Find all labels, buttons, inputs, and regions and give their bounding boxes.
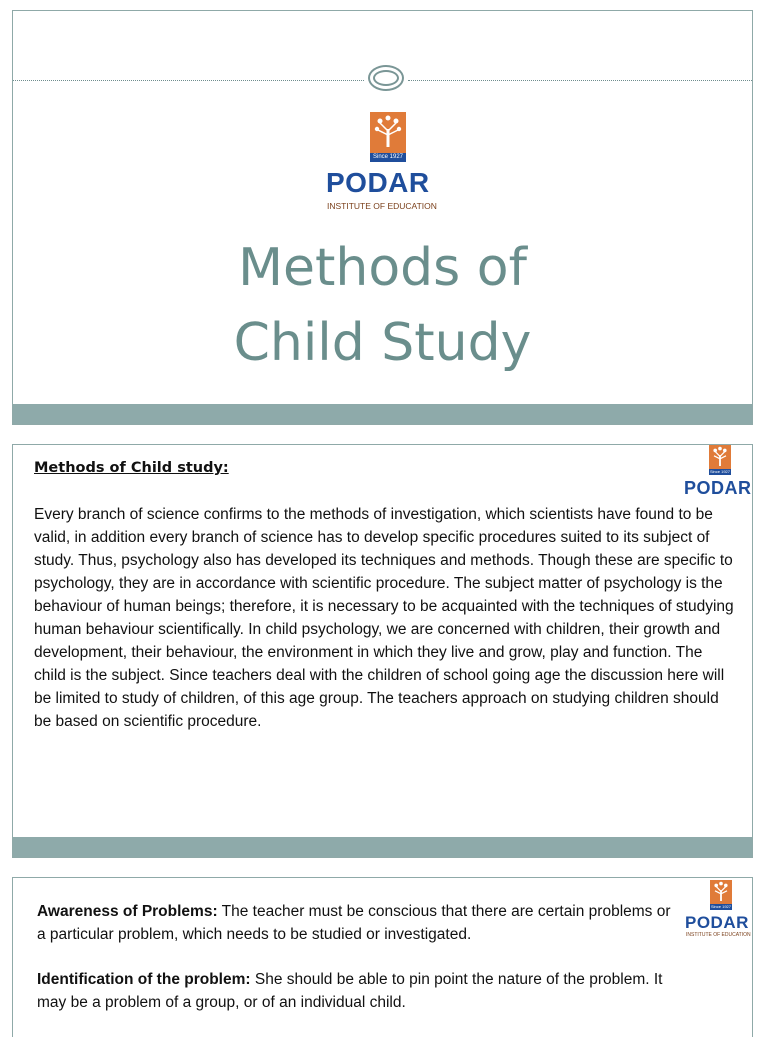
- paragraph-awareness: [37, 900, 677, 946]
- decorative-rule-left: [13, 80, 364, 81]
- term-label: Awareness of Problems:: [37, 903, 218, 920]
- logo-since: Since 1927: [370, 153, 406, 162]
- podar-logo-mark: [370, 112, 406, 162]
- title-slide: [12, 10, 753, 425]
- term-description: She should be able to pin point the nature of the problem. It may be a problem of a group, or of an individual child.: [37, 971, 663, 1011]
- accent-bar: [13, 404, 752, 424]
- slide-title-line-2: Child Study: [233, 313, 532, 373]
- body-paragraph: Every branch of science confirms to the methods of investigation, which scientists have found to be valid, in addition every branch of science has to develop specific procedures suited to its subject of study. Thus, psychology also has developed its techniques and methods. Though these are specific to psychology, they are in accordance with scientific procedure. The subject matter of psychology is the behaviour of human beings; therefore, it is necessary to be acquainted with the techniques of studying human behaviour scientifically. In child psychology, we are concerned with children, their growth and development, their behaviour, the environment in which they live and grow, play and function. The child is the subject. Since teachers deal with the children of school going age the discussion here will be limited to study of children, of this age group. The teachers approach on studying children should be based on scientific procedure.: [34, 506, 734, 730]
- logo-since: Since 1927: [710, 904, 731, 909]
- content-slide-steps: [12, 877, 753, 1037]
- oval-ornament-inner: [373, 70, 399, 86]
- logo-wordmark: PODAR: [684, 478, 752, 498]
- section-heading: Methods of Child study:: [34, 460, 229, 476]
- logo-subtitle: INSTITUTE OF EDUCATION: [686, 932, 751, 938]
- tree-icon: [710, 880, 732, 904]
- logo-since: Since 1927: [709, 469, 730, 474]
- paragraph-identification: [37, 968, 677, 1014]
- tree-icon: [370, 112, 406, 152]
- content-slide-methods: [12, 444, 753, 858]
- tree-icon: [709, 445, 731, 469]
- decorative-rule-right: [408, 80, 753, 81]
- logo-wordmark: PODAR: [326, 167, 430, 198]
- term-label: Identification of the problem:: [37, 971, 251, 988]
- podar-logo-mark: [710, 880, 732, 910]
- podar-logo-mark: [709, 445, 731, 475]
- slide-title-line-1: Methods of: [238, 238, 527, 298]
- logo-wordmark: PODAR: [685, 913, 749, 932]
- accent-bar: [13, 837, 752, 857]
- logo-subtitle: INSTITUTE OF EDUCATION: [327, 201, 437, 211]
- term-description: The teacher must be conscious that there are certain problems or a particular problem, which needs to be studied or investigated.: [37, 903, 671, 943]
